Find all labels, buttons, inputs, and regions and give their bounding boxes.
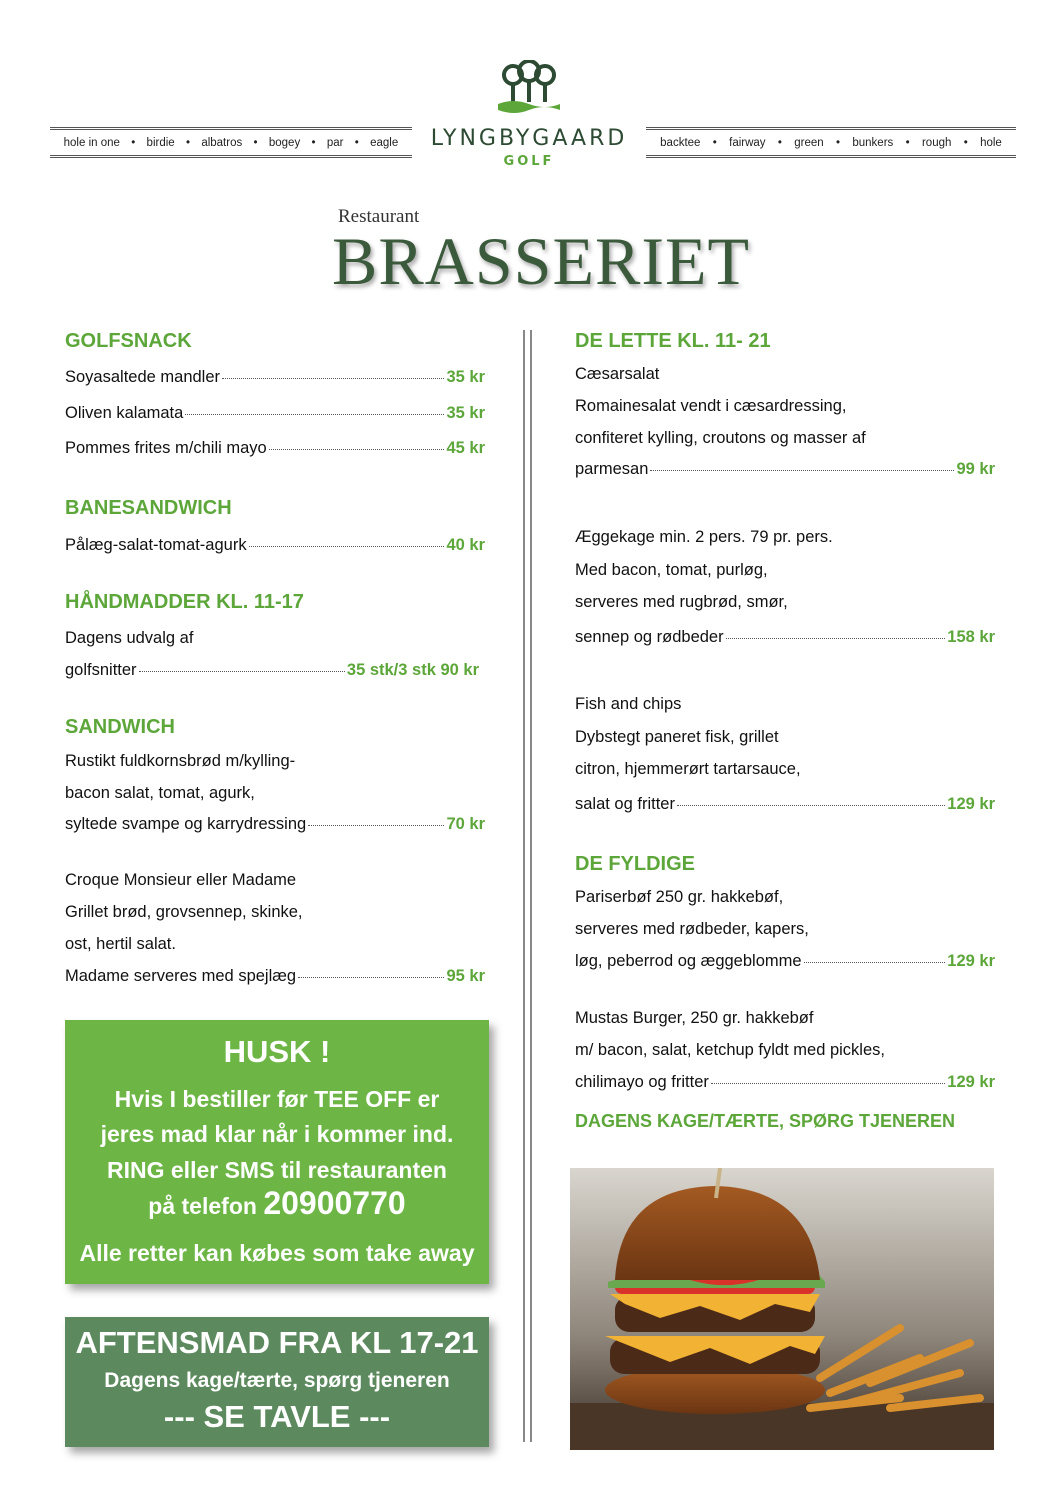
item-description: Cæsarsalat — [575, 365, 660, 383]
separator-dot: • — [131, 136, 136, 149]
item-name: salat og fritter — [575, 795, 675, 813]
tagline-right — [646, 127, 1016, 158]
aftensmad-box — [65, 1317, 489, 1447]
tagline-word: bunkers — [852, 136, 894, 149]
separator-dot: • — [311, 136, 316, 149]
husk-title: HUSK ! — [223, 1034, 331, 1069]
menu-item — [65, 967, 485, 986]
tagline-word: green — [794, 136, 824, 149]
item-price: 129 kr — [947, 795, 995, 813]
item-name: parmesan — [575, 460, 649, 478]
item-description: Pariserbøf 250 gr. hakkebøf, — [575, 888, 784, 906]
section-title-haandmadder: HÅNDMADDER KL. 11-17 — [65, 591, 304, 613]
menu-item — [65, 368, 485, 387]
separator-dot: • — [354, 136, 359, 149]
item-name: løg, peberrod og æggeblomme — [575, 952, 802, 970]
separator-dot: • — [185, 136, 191, 149]
burger-photo — [570, 1168, 994, 1450]
restaurant-label: Restaurant — [338, 206, 420, 227]
husk-line: Alle retter kan købes som take away — [79, 1240, 475, 1266]
tagline-word: hole in one — [63, 136, 120, 149]
separator-dot: • — [777, 136, 782, 149]
section-title-banesandwich: BANESANDWICH — [65, 497, 232, 519]
tagline-word: fairway — [729, 136, 766, 149]
item-description: ost, hertil salat. — [65, 935, 176, 953]
item-price: 45 kr — [446, 439, 485, 457]
separator-dot: • — [905, 136, 910, 149]
menu-item — [65, 439, 485, 458]
item-price: 35 stk/3 stk 90 kr — [346, 661, 479, 679]
husk-line: Hvis I bestiller før TEE OFF er — [114, 1086, 440, 1112]
tagline-word: bogey — [268, 136, 301, 149]
section-title-sandwich: SANDWICH — [65, 716, 175, 738]
item-description: Med bacon, tomat, purløg, — [575, 561, 768, 579]
menu-item — [575, 952, 995, 971]
menu-item — [65, 815, 485, 834]
lyngbygaard-logo-icon — [496, 60, 562, 114]
tagline-word: albatros — [201, 136, 243, 149]
brand-name: LYNGBYGAARD — [430, 126, 628, 151]
tagline-word: backtee — [660, 136, 701, 149]
item-name: Soyasaltede mandler — [65, 368, 221, 386]
tagline-word: eagle — [370, 136, 399, 149]
aftensmad-title: AFTENSMAD FRA KL 17-21 — [75, 1325, 479, 1360]
item-name: Pommes frites m/chili mayo — [65, 439, 267, 457]
item-description: confiteret kylling, croutons og masser af — [575, 429, 866, 447]
separator-dot: • — [836, 136, 841, 149]
tagline-word: birdie — [146, 136, 175, 149]
tagline-word: par — [326, 136, 344, 149]
separator-dot: • — [712, 136, 717, 149]
menu-item — [575, 460, 995, 479]
item-description: Rustikt fuldkornsbrød m/kylling- — [65, 752, 296, 770]
item-price: 158 kr — [947, 628, 995, 646]
item-description: Dagens udvalg af — [65, 629, 194, 647]
item-description: m/ bacon, salat, ketchup fyldt med pickles, — [575, 1041, 885, 1059]
restaurant-title: BRASSERIET — [332, 223, 751, 299]
tagline-word: rough — [921, 136, 952, 149]
item-description: Æggekage min. 2 pers. 79 pr. pers. — [575, 528, 833, 546]
item-description: Romainesalat vendt i cæsardressing, — [575, 397, 847, 415]
item-description: Dybstegt paneret fisk, grillet — [575, 728, 779, 746]
husk-info-box — [65, 1020, 489, 1284]
item-description: serveres med rødbeder, kapers, — [575, 920, 809, 938]
section-title-de-fyldige: DE FYLDIGE — [575, 853, 696, 875]
item-description: Fish and chips — [575, 695, 682, 713]
husk-phone-line — [65, 1185, 489, 1222]
item-description: Grillet brød, grovsennep, skinke, — [65, 903, 303, 921]
item-name: Madame serveres med spejlæg — [65, 967, 297, 985]
aftensmad-tavle: --- SE TAVLE --- — [163, 1399, 391, 1434]
separator-dot: • — [963, 136, 968, 149]
item-description: serveres med rugbrød, smør, — [575, 593, 788, 611]
item-description: Mustas Burger, 250 gr. hakkebøf — [575, 1009, 814, 1027]
item-price: 35 kr — [446, 404, 485, 422]
item-price: 70 kr — [446, 815, 485, 833]
tagline-left — [50, 127, 412, 158]
item-price: 129 kr — [947, 1073, 995, 1091]
item-name: Oliven kalamata — [65, 404, 184, 422]
item-price: 99 kr — [956, 460, 995, 478]
item-price: 95 kr — [446, 967, 485, 985]
menu-item — [575, 1073, 995, 1092]
item-price: 40 kr — [446, 536, 485, 554]
menu-item — [65, 536, 485, 555]
menu-item — [65, 661, 479, 680]
item-name: Pålæg-salat-tomat-agurk — [65, 536, 247, 554]
column-divider — [523, 330, 532, 1442]
menu-item — [65, 404, 485, 423]
husk-phone-prefix: på telefon — [148, 1193, 257, 1219]
item-description: bacon salat, tomat, agurk, — [65, 784, 255, 802]
separator-dot: • — [253, 136, 258, 149]
husk-line: jeres mad klar når i kommer ind. — [100, 1121, 454, 1147]
tagline-word: hole — [980, 136, 1002, 149]
phone-number: 20900770 — [263, 1185, 406, 1221]
menu-item — [575, 628, 995, 647]
item-price: 129 kr — [947, 952, 995, 970]
item-description: citron, hjemmerørt tartarsauce, — [575, 760, 801, 778]
section-title-golfsnack: GOLFSNACK — [65, 330, 192, 352]
item-name: syltede svampe og karrydressing — [65, 815, 307, 833]
section-title-de-lette: DE LETTE KL. 11- 21 — [575, 330, 771, 352]
menu-item — [575, 795, 995, 814]
item-description: Croque Monsieur eller Madame — [65, 871, 297, 889]
item-name: sennep og rødbeder — [575, 628, 724, 646]
husk-line: RING eller SMS til restauranten — [107, 1157, 447, 1183]
item-name: golfsnitter — [65, 661, 137, 679]
dagens-kage-note: DAGENS KAGE/TÆRTE, SPØRG TJENEREN — [575, 1111, 956, 1131]
item-name: chilimayo og fritter — [575, 1073, 709, 1091]
brand-subtitle: GOLF — [503, 154, 555, 169]
item-price: 35 kr — [446, 368, 485, 386]
aftensmad-subtitle: Dagens kage/tærte, spørg tjeneren — [104, 1369, 450, 1392]
